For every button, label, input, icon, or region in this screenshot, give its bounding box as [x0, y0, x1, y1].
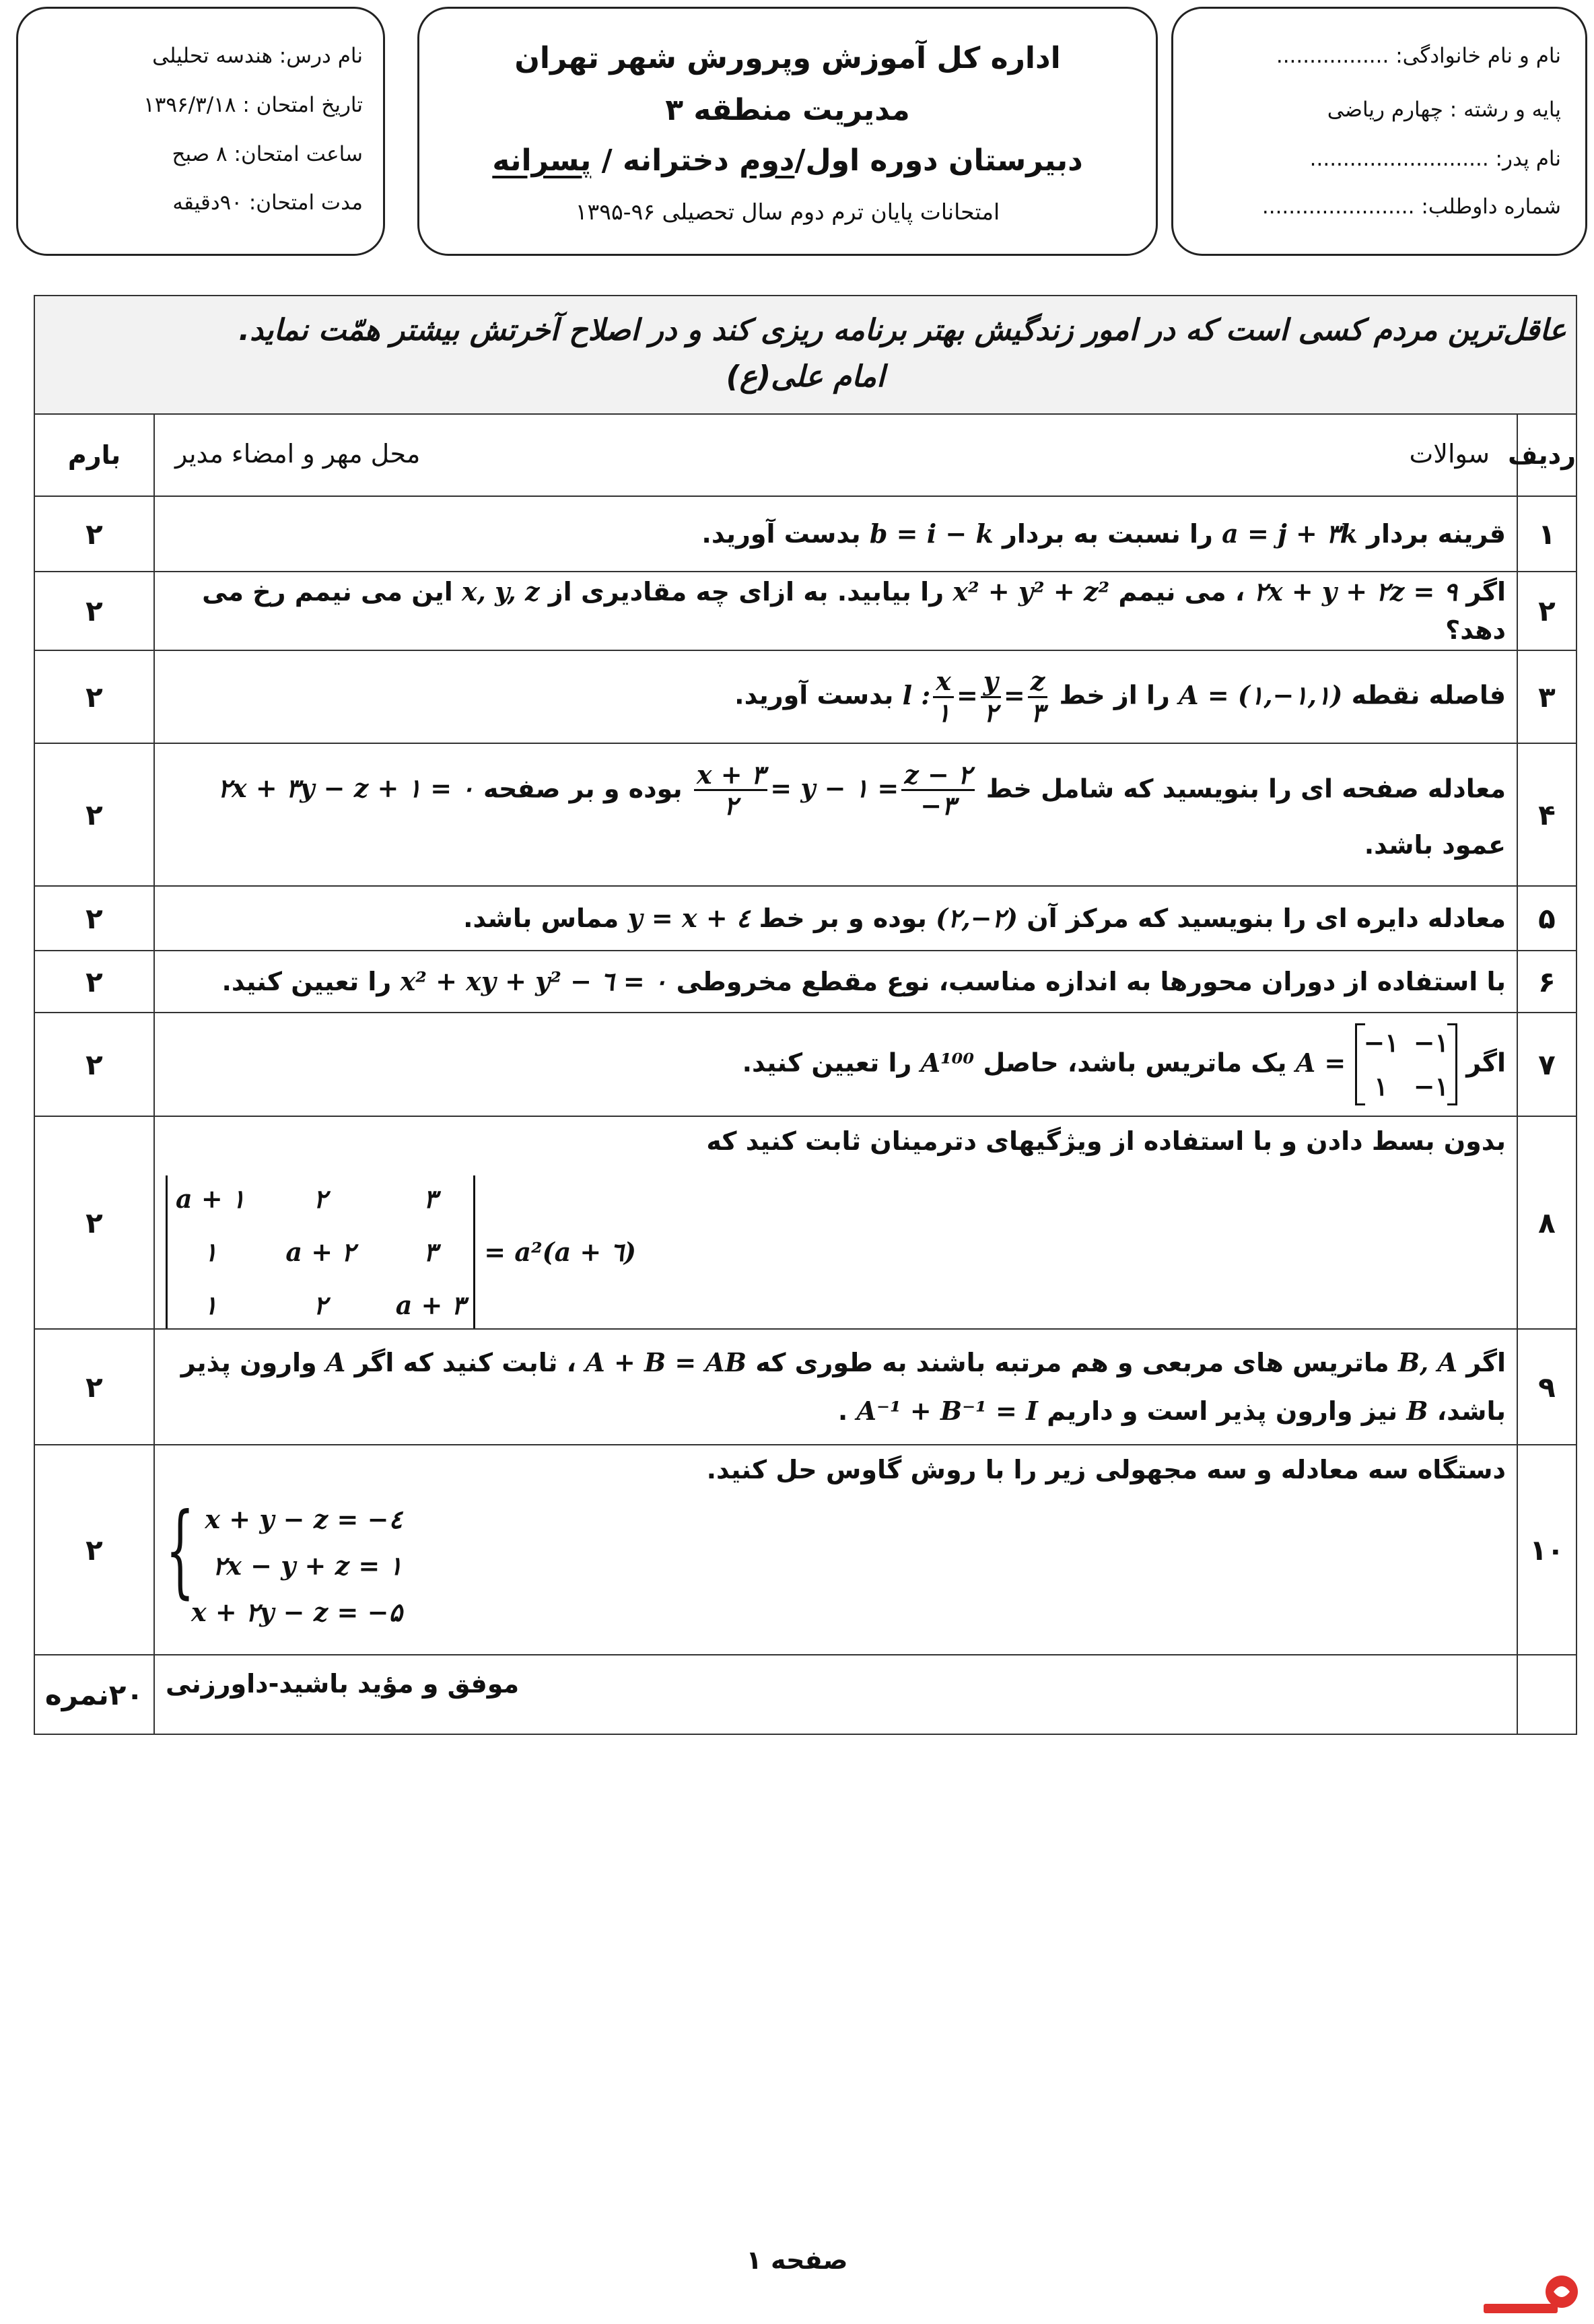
question-text-part: بدست آورید. [734, 680, 903, 710]
stamp-header-label: محل مهر و امضاء مدیر [175, 439, 421, 469]
school-type-part: دخترانه / [591, 143, 740, 178]
question-text-part: عمود باشد. [1364, 830, 1506, 860]
question-row [34, 496, 1576, 572]
matrix-expression [1296, 1023, 1457, 1105]
question-text-part: اگر [1457, 1048, 1506, 1078]
question-score: ۲ [34, 1329, 154, 1445]
question-text-part: بدون بسط دادن و با استفاده از ویژگیهای دترمینان ثابت کنید که [706, 1126, 1506, 1156]
math-expression: A + B = AB [585, 1346, 747, 1377]
exam-info-box [16, 7, 385, 256]
determinant-cell: a + ۲ [285, 1237, 355, 1267]
question-score: ۲ [34, 1116, 154, 1329]
school-type-part: دبیرستان دوره اول/ [794, 143, 1083, 178]
determinant-cell: ۱ [203, 1237, 217, 1267]
closing-empty-cell [1517, 1655, 1576, 1734]
fraction-denominator: ۱ [936, 697, 950, 728]
school-type-selected-period: دوم [739, 143, 795, 178]
question-text-part: این می نیمم رخ می دهد؟ [202, 577, 1506, 645]
equation-line: x + y − z = −٤ [205, 1504, 403, 1534]
question-text [154, 951, 1517, 1013]
question-text [154, 650, 1517, 743]
math-expression: A¹⁰⁰ [920, 1047, 975, 1078]
logo-banner [1484, 2304, 1558, 2313]
determinant-cell: a + ۱ [176, 1184, 246, 1214]
math-expression: ۲x + ۳y − z + ۱ = ۰ [217, 773, 475, 804]
question-text [154, 572, 1517, 650]
matrix-cell: ۱ [1374, 1071, 1388, 1101]
determinant-cell: ۳ [423, 1237, 438, 1267]
question-text [154, 1116, 1517, 1329]
line-equation [903, 667, 1051, 727]
math-expression: A = [1295, 1047, 1346, 1078]
left-brace: { [166, 1492, 195, 1609]
quote-text: عاقل‌ترین مردم کسی است که در امور زندگیش بهتر برنامه ریزی کند و در اصلاح آخرتش بیشتر همّت نماید. [238, 313, 1566, 347]
equals-sign: = [1003, 679, 1025, 710]
matrix-cell: −۱ [1413, 1027, 1449, 1058]
question-number: ۱۰ [1517, 1445, 1576, 1655]
fraction-denominator: ۳ [1031, 697, 1045, 728]
question-text-part: ، ثابت کنید که اگر [345, 1347, 586, 1377]
math-expression: B, A [1397, 1346, 1457, 1377]
exam-session-title: امتحانات پایان ترم دوم سال تحصیلی ۹۶-۱۳۹۵ [575, 199, 1000, 225]
question-score: ۲ [34, 1013, 154, 1116]
fraction [1028, 667, 1048, 727]
question-text [154, 1445, 1517, 1655]
question-text-part: را نسبت به بردار [993, 519, 1222, 549]
question-row [34, 1116, 1576, 1329]
question-text-part: یک ماتریس باشد، حاصل [974, 1048, 1296, 1078]
equation-line: x + ۲y − z = −۵ [191, 1597, 403, 1627]
determinant-cell: ۲ [313, 1290, 328, 1320]
question-text-part: را تعیین کنید. [742, 1048, 921, 1078]
question-score: ۲ [34, 650, 154, 743]
exam-table [34, 295, 1577, 1735]
school-type-selected-gender: پسرانه [492, 143, 592, 178]
question-text [154, 1329, 1517, 1445]
question-text-part: بوده و بر خط [750, 903, 936, 933]
question-row [34, 572, 1576, 650]
news-agency-logo [1481, 2269, 1582, 2316]
math-expression: A⁻¹ + B⁻¹ = I [856, 1396, 1038, 1426]
closing-text-cell [154, 1655, 1517, 1734]
table-header-row [34, 414, 1576, 496]
student-name-field: نام و نام خانوادگی: ................. [1276, 44, 1561, 68]
fraction-denominator: ۲ [724, 790, 738, 821]
matrix-grid [1364, 1023, 1449, 1105]
equation-list [191, 1500, 403, 1631]
fraction-denominator: −۳ [920, 790, 956, 821]
question-text [154, 743, 1517, 886]
question-text-part: معادله دایره ای را بنویسید که مرکز آن [1017, 903, 1506, 933]
question-text-part: اگر [1457, 1347, 1506, 1377]
equation-line: ۲x − y + z = ۱ [212, 1550, 403, 1581]
question-score: ۲ [34, 496, 154, 572]
exam-date-field: تاریخ امتحان : ۱۳۹۶/۳/۱۸ [143, 93, 363, 117]
education-office-title: اداره کل آموزش وپرورش شهر تهران [514, 41, 1061, 75]
question-text-part: قرینه بردار [1357, 519, 1506, 549]
quote-banner [34, 296, 1576, 414]
equals-sign: = [956, 679, 978, 710]
question-row [34, 1013, 1576, 1116]
fraction [981, 667, 1001, 727]
total-score: ۲۰نمره [34, 1655, 154, 1734]
math-expression: a = j + ۳k [1222, 518, 1358, 549]
score-header: بارم [34, 414, 154, 496]
question-score: ۲ [34, 743, 154, 886]
fraction-numerator: y [981, 667, 1001, 698]
question-number: ۸ [1517, 1116, 1576, 1329]
line-equation [691, 760, 977, 821]
question-text [154, 886, 1517, 951]
fraction [694, 760, 767, 821]
school-info-box [417, 7, 1158, 256]
school-type-line [419, 143, 1156, 178]
question-score: ۲ [34, 951, 154, 1013]
question-row [34, 1329, 1576, 1445]
question-text-part: بوده و بر صفحه [474, 774, 691, 804]
questions-header-label: سوالات [1409, 439, 1490, 469]
fraction [933, 667, 954, 727]
math-expression: x, y, z [461, 576, 540, 607]
question-text-part: . [837, 1396, 857, 1426]
district-title: مدیریت منطقه ۳ [665, 93, 910, 127]
question-text-part: را از خط [1050, 680, 1179, 710]
father-name-field: نام پدر: ........................... [1309, 147, 1561, 171]
determinant-cell: ۳ [423, 1184, 438, 1214]
question-row [34, 743, 1576, 886]
question-number: ۶ [1517, 951, 1576, 1013]
matrix-cell: −۱ [1363, 1027, 1399, 1058]
fraction-denominator: ۲ [983, 697, 998, 728]
page-number: صفحه ۱ [746, 2245, 848, 2275]
determinant-grid [176, 1180, 465, 1324]
question-number: ۱ [1517, 496, 1576, 572]
math-expression: B [1406, 1396, 1428, 1426]
fraction-numerator: z [1028, 667, 1048, 698]
math-expression: A [325, 1346, 346, 1377]
question-row [34, 951, 1576, 1013]
question-score: ۲ [34, 1445, 154, 1655]
question-number: ۴ [1517, 743, 1576, 886]
student-info-box [1171, 7, 1587, 256]
math-expression: A = (۱,−۱,۱) [1179, 679, 1343, 710]
question-text [154, 1013, 1517, 1116]
math-expression: (۲,−۲) [936, 903, 1018, 933]
question-text-part: معادله صفحه ای را بنویسید که شامل خط [977, 774, 1506, 804]
fraction-numerator: x [933, 667, 954, 698]
candidate-number-field: شماره داوطلب: ....................... [1261, 195, 1561, 219]
math-expression: b = i − k [869, 518, 994, 549]
question-text-part: اگر [1457, 577, 1506, 607]
matrix-cell: −۱ [1413, 1071, 1449, 1101]
question-number: ۲ [1517, 572, 1576, 650]
determinant [166, 1175, 475, 1328]
exam-duration-field: مدت امتحان: ۹۰دقیقه [172, 191, 363, 215]
question-text-part: بدست آورید. [701, 519, 870, 549]
determinant-cell: ۱ [203, 1290, 217, 1320]
question-row [34, 650, 1576, 743]
grade-field: پایه و رشته : چهارم ریاضی [1327, 98, 1561, 122]
question-text-part: وارون پذیر باشد، [180, 1347, 1506, 1426]
question-text-part: ماتریس های مربعی و هم مرتبه باشند به طوری که [747, 1347, 1398, 1377]
determinant-cell: a + ۳ [395, 1290, 466, 1320]
question-text-part: دستگاه سه معادله و سه مجهولی زیر را با روش گاوس حل کنید. [706, 1455, 1506, 1484]
question-text-part: ، می نیمم [1109, 577, 1254, 607]
fraction [901, 760, 974, 821]
math-expression: = y − ۱ = [770, 773, 899, 804]
determinant-expression [166, 1175, 1506, 1328]
math-expression: x² + y² + z² [952, 576, 1110, 607]
question-text-part: مماس باشد. [463, 903, 628, 933]
question-row [34, 886, 1576, 951]
question-text [154, 496, 1517, 572]
quote-author: امام علی(ع) [726, 360, 885, 394]
question-text-part: با استفاده از دوران محورها به اندازه مناسب، نوع مقطع مخروطی [667, 967, 1506, 996]
question-number: ۳ [1517, 650, 1576, 743]
math-expression: y = x + ٤ [627, 903, 751, 933]
math-expression: ۲x + y + ۲z = ۹ [1253, 576, 1457, 607]
question-text-part: را تعیین کنید. [221, 967, 401, 996]
question-score: ۲ [34, 886, 154, 951]
math-expression: x² + xy + y² − ٦ = ۰ [400, 966, 668, 996]
equation-system [166, 1492, 1506, 1631]
fraction-numerator: x + ۳ [694, 760, 767, 792]
question-score: ۲ [34, 572, 154, 650]
question-text-part: فاصله نقطه [1342, 680, 1506, 710]
questions-header [154, 414, 1517, 496]
subject-field: نام درس: هندسه تحلیلی [152, 44, 363, 68]
closing-text: موفق و مؤید باشید-داورزنی [166, 1669, 520, 1699]
exam-time-field: ساعت امتحان: ۸ صبح [172, 142, 363, 166]
determinant-cell: ۲ [313, 1184, 328, 1214]
row-number-header: ردیف [1517, 414, 1576, 496]
fraction-numerator: z − ۲ [901, 760, 974, 792]
question-number: ۹ [1517, 1329, 1576, 1445]
math-expression: = a²(a + ٦) [484, 1237, 636, 1267]
math-expression: l : [902, 679, 931, 710]
question-number: ۵ [1517, 886, 1576, 951]
question-text-part: را بیابید. به ازای چه مقادیری از [539, 577, 953, 607]
matrix-a [1355, 1023, 1458, 1105]
question-text-part: نیز وارون پذیر است و داریم [1037, 1396, 1407, 1426]
question-row [34, 1445, 1576, 1655]
closing-row [34, 1655, 1576, 1734]
question-number: ۷ [1517, 1013, 1576, 1116]
